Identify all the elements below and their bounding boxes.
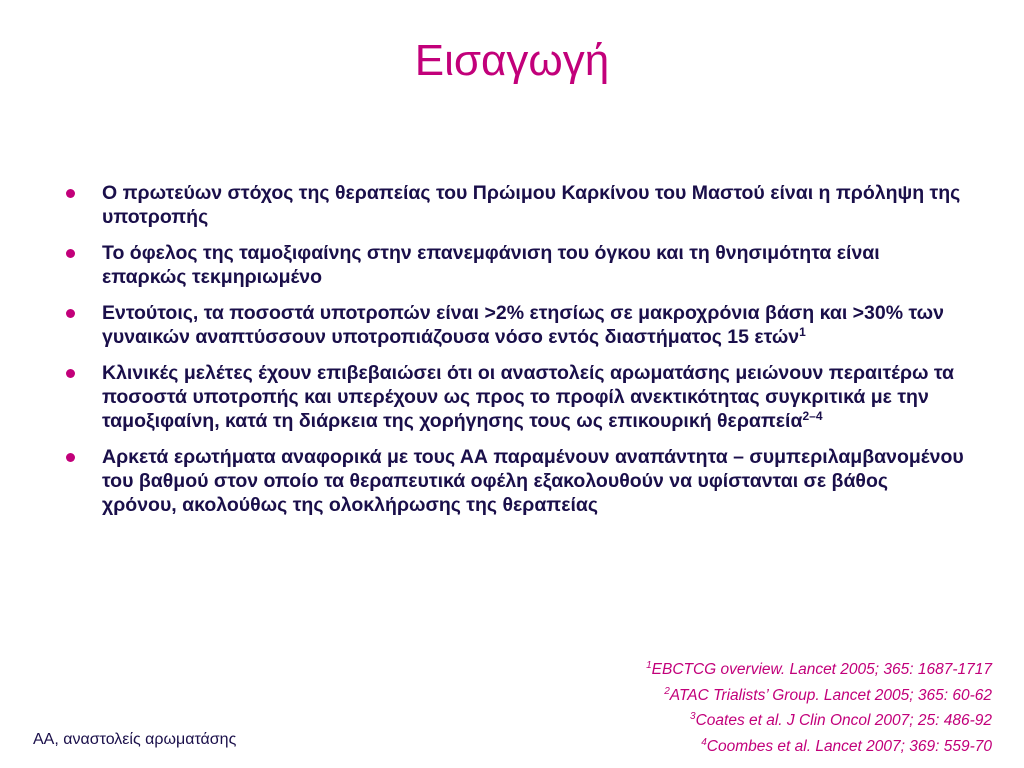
bullet-list bbox=[64, 181, 964, 529]
reference-superscript: 1 bbox=[799, 325, 806, 339]
references bbox=[646, 657, 992, 759]
bullet-item bbox=[64, 181, 964, 229]
bullet-text: Το όφελος της ταμοξιφαίνης στην επανεμφάνιση του όγκου και τη θνησιμότητα είναι επαρκώς τεκμηριωμένο bbox=[102, 242, 880, 288]
bullet-item bbox=[64, 301, 964, 349]
bullet-dot-icon bbox=[66, 309, 75, 318]
reference-item: $^4$Coombes et al. Lancet 2007; 369: 559-70 bbox=[701, 736, 992, 755]
slide-title: Εισαγωγή bbox=[414, 36, 610, 85]
abbreviation-footnote: ΑΑ, αναστολείς αρωματάσης bbox=[33, 731, 237, 748]
bullet-text: Αρκετά ερωτήματα αναφορικά με τους ΑΑ παραμένουν αναπάντητα – συμπεριλαμβανομένου του βαθμού στον οποίο τα θεραπευτικά οφέλη εξακολουθούν να υφίστανται σε βάθος χρόνου, ακολούθως της ολοκλήρωσης της θεραπείας bbox=[102, 446, 964, 516]
reference-item: $^3$Coates et al. J Clin Oncol 2007; 25: 486-92 bbox=[690, 711, 992, 729]
bullet-text: Κλινικές μελέτες έχουν επιβεβαιώσει ότι οι αναστολείς αρωματάσης μειώνουν περαιτέρω τα ποσοστά υποτροπής και υπερέχουν ως προς το προφίλ ανεκτικότητας συγκριτικά με την ταμοξιφαίνη, κατά τη διάρκεια της χορήγησης τους ως επικουρική θεραπεία$^{2-4}$ bbox=[102, 362, 955, 432]
bullet-item bbox=[64, 445, 964, 517]
bullet-dot-icon bbox=[66, 369, 75, 378]
reference-superscript: 2–4 bbox=[802, 409, 823, 423]
bullet-text: Ο πρωτεύων στόχος της θεραπείας του Πρώιμου Καρκίνου του Μαστού είναι η πρόληψη της υποτροπής bbox=[102, 182, 961, 228]
bullet-item bbox=[64, 241, 964, 289]
bullet-dot-icon bbox=[66, 453, 75, 462]
reference-item: $^1$EBCTCG overview. Lancet 2005; 365: 1687-1717 bbox=[646, 660, 992, 678]
reference-item: $^2$ATAC Trialists’ Group. Lancet 2005; 365: 60-62 bbox=[664, 685, 992, 704]
bullet-dot-icon bbox=[66, 189, 75, 198]
bullet-dot-icon bbox=[66, 249, 75, 258]
bullet-item bbox=[64, 361, 964, 433]
bullet-text: Εντούτοις, τα ποσοστά υποτροπών είναι >2% ετησίως σε μακροχρόνια βάση και >30% των γυναικών αναπτύσσουν υποτροπιάζουσα νόσο εντός διαστήματος 15 ετών$^1$ bbox=[102, 302, 944, 348]
